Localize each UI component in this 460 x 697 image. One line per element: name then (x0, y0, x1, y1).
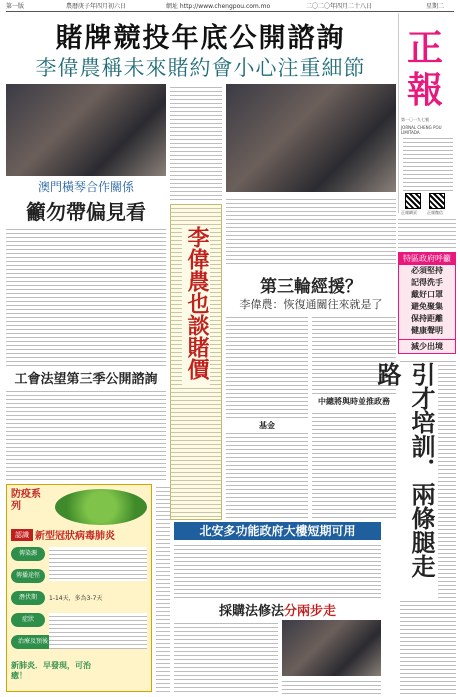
lunar-date: 農曆庚子年四月初六日 (66, 3, 127, 10)
sub-headline: 李偉農稱未來賭約會小心注重細節 (35, 56, 366, 80)
date: 二〇二〇年四月二十八日 (306, 3, 373, 10)
covid-tag: 防疫系列 (11, 489, 41, 512)
photo-caption (282, 678, 381, 694)
appeal-item: 避免聚集 (411, 302, 443, 311)
fund-subhead: 基金 (226, 420, 308, 432)
covid-footer: 新肺炎．早發現，可治癒！ (11, 661, 91, 680)
appeal-item: 記得洗手 (411, 278, 443, 287)
covid-title: 新型冠狀病毒肺炎 (35, 531, 115, 542)
issue-number: 第一〇一九七號 (401, 117, 429, 122)
union-headline: 工會法望第三季公開諮詢 (6, 368, 166, 386)
covid-info-box (6, 484, 152, 692)
covid-pill: 治療及預後 (11, 635, 55, 649)
covid-incubation: 1-14天，多為3-7天 (49, 595, 103, 602)
covid-text-2 (49, 613, 147, 649)
procurement-headline (174, 600, 381, 618)
photo-officials (6, 84, 166, 176)
photo-press-conference (226, 84, 396, 192)
covid-pill: 傳染源 (11, 547, 45, 561)
right-vertical-headline: 引才培訓．兩條腿走路 (400, 362, 438, 600)
covid-pill: 潛伏期 (11, 591, 45, 605)
sme-subhead: 中總將與時並推政務 (318, 397, 390, 406)
government-appeal-box (398, 252, 456, 340)
covid-pill: 傳播途徑 (11, 569, 45, 583)
website[interactable]: 網址 http://www.chengpou.com.mo (166, 3, 271, 10)
third-round-sub: 李偉農：恢復通關往來就是了 (239, 298, 383, 311)
union-body (6, 388, 166, 480)
middle-body (170, 84, 222, 200)
main-headline: 賭牌競投年底公開諮詢 (55, 23, 346, 54)
sme-body (312, 410, 396, 520)
vertical-headline: 李偉農也談賭價 (182, 226, 210, 386)
masthead (398, 13, 456, 213)
procurement-headline-main: 採購法修法 (218, 604, 284, 619)
third-round-body-left (226, 314, 308, 520)
publisher-english: JORNAL CHENG POU LIMITADA (401, 125, 442, 135)
press-body (226, 196, 396, 266)
photo-procurement (282, 620, 381, 676)
appeal-item: 必須堅持 (411, 266, 443, 275)
virus-icon (55, 489, 147, 525)
appeal-item: 保持距離 (411, 314, 443, 323)
newspaper-logo: 正報 (406, 27, 443, 111)
hospital-body (174, 542, 381, 598)
hospital-banner: 北安多功能政府大樓短期可用 (174, 522, 381, 540)
page-header (6, 2, 454, 12)
procurement-body (174, 620, 278, 694)
qr-label-2: 正報微信 (427, 210, 443, 215)
publisher-details (403, 135, 453, 191)
covid-text (49, 547, 147, 581)
qr-label: 正報網頁 (401, 210, 417, 215)
bottom-left-text (156, 484, 170, 692)
appeal-item: 戴好口罩 (411, 290, 443, 299)
xiqin-kicker: 澳門橫琴合作關係 (37, 180, 134, 194)
third-round-headline: 第三輪經援？ (260, 277, 362, 297)
page-number: 第一版 (6, 3, 25, 10)
government-appeal-title: 特區政府呼籲 (399, 253, 455, 265)
appeal-item: 減少出境 (398, 340, 456, 354)
qr-code-icon[interactable] (405, 193, 421, 209)
masthead-notes (398, 216, 456, 248)
procurement-headline-accent: 分兩步走 (284, 604, 337, 619)
appeal-item: 健康聲明 (411, 326, 443, 335)
qr-code-icon[interactable] (429, 193, 445, 209)
weekday: 星期二 (426, 3, 445, 10)
xiqin-headline: 籲勿帶偏見看 (26, 200, 146, 224)
xiqin-body (6, 226, 166, 366)
covid-box-label: 認識 (11, 529, 33, 541)
covid-pill: 症狀 (11, 613, 45, 627)
